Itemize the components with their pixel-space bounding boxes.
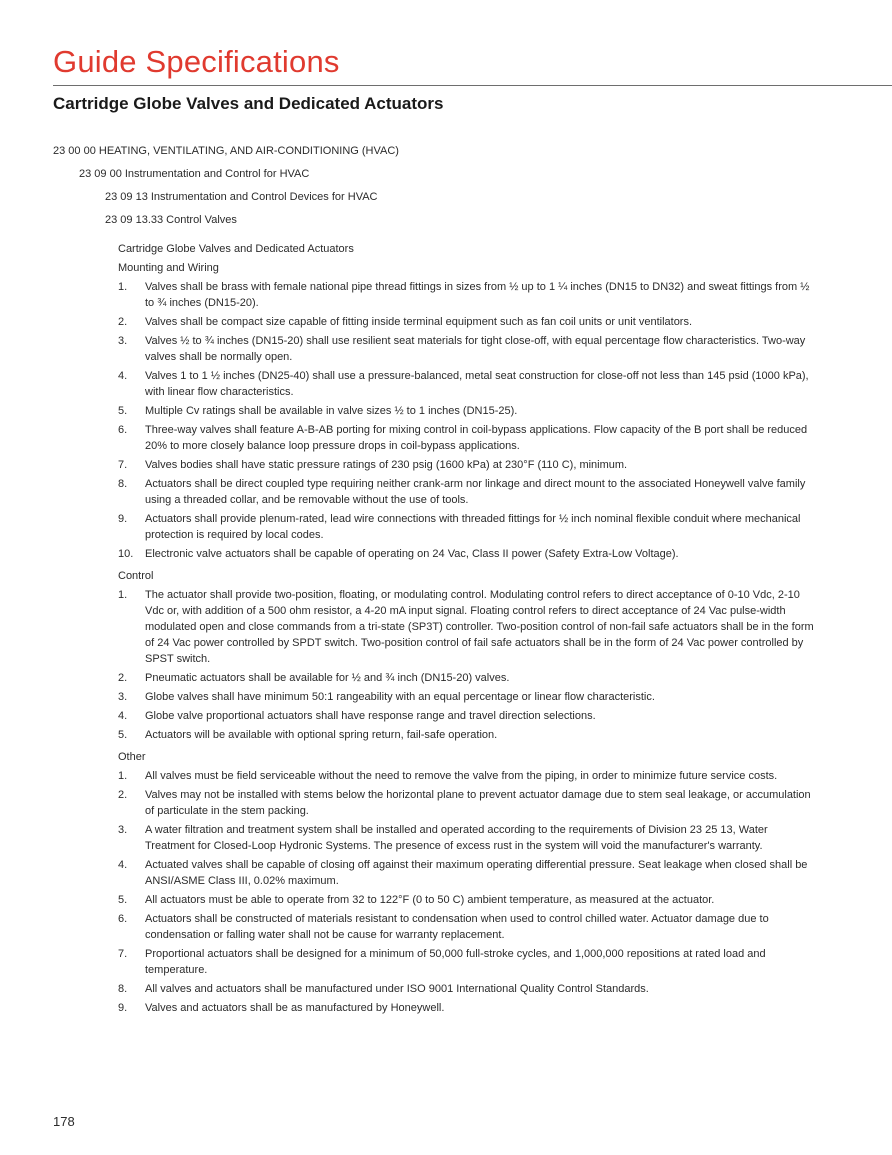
outline-level-1: 23 00 00 HEATING, VENTILATING, AND AIR-CONDITIONING (HVAC) <box>53 145 399 157</box>
outline-level-2: 23 09 00 Instrumentation and Control for HVAC <box>79 168 310 180</box>
list-item-number: 4. <box>118 370 128 382</box>
list-item-text: Valves 1 to 1 ½ inches (DN25-40) shall use a pressure-balanced, metal seat construction for close-off not less than 145 psid (1000 kPa), with linear flow characteristics. <box>145 370 809 398</box>
list-item-text: Valves bodies shall have static pressure ratings of 230 psig (1600 kPa) at 230°F (110 C), minimum. <box>145 459 628 471</box>
list-item-number: 5. <box>118 894 128 906</box>
list-item-number: 9. <box>118 1002 128 1014</box>
list-item <box>118 476 818 508</box>
list-item-number: 1. <box>118 589 128 601</box>
list-item-text: Pneumatic actuators shall be available for ½ and ¾ inch (DN15-20) valves. <box>145 672 510 684</box>
page-subtitle: Cartridge Globe Valves and Dedicated Actuators <box>53 94 444 113</box>
list-item-text: Valves shall be brass with female national pipe thread fittings in sizes from ½ up to 1 ¼ inches (DN15 to DN32) and sweat fittings from ½ to ¾ inches (DN15-20). <box>145 281 810 309</box>
list-item-text: All valves must be field serviceable without the need to remove the valve from the piping, in order to minimize future service costs. <box>145 770 778 782</box>
list-item-text: Valves may not be installed with stems below the horizontal plane to prevent actuator damage due to stem seal leakage, or accumulation of particulate in the stem packing. <box>145 789 811 817</box>
list-item <box>118 670 818 686</box>
other-heading: Other <box>118 751 146 763</box>
list-item <box>118 403 818 419</box>
list-item <box>118 892 818 908</box>
list-item <box>118 368 818 400</box>
list-item-number: 3. <box>118 335 128 347</box>
header-rule <box>53 85 892 86</box>
list-item <box>118 689 818 705</box>
list-item-number: 6. <box>118 424 128 436</box>
list-item <box>118 787 818 819</box>
list-item-text: Actuators shall provide plenum-rated, lead wire connections with threaded fittings for ½ inch nominal flexible conduit where mechanical protection is required by local codes. <box>145 513 801 541</box>
list-item-text: Valves shall be compact size capable of fitting inside terminal equipment such as fan coil units or unit ventilators. <box>145 316 693 328</box>
list-item-text: Actuators shall be constructed of materials resistant to condensation when used to control chilled water. Actuator damage due to condensation or falling water shall not be cause for warranty replacement. <box>145 913 769 941</box>
product-heading: Cartridge Globe Valves and Dedicated Actuators <box>118 243 354 255</box>
mounting-heading: Mounting and Wiring <box>118 262 219 274</box>
list-item-text: Electronic valve actuators shall be capable of operating on 24 Vac, Class II power (Safety Extra-Low Voltage). <box>145 548 679 560</box>
list-item-number: 2. <box>118 672 128 684</box>
list-item <box>118 587 818 667</box>
list-item <box>118 857 818 889</box>
list-item-number: 5. <box>118 729 128 741</box>
list-item <box>118 511 818 543</box>
list-item-text: Three-way valves shall feature A-B-AB porting for mixing control in coil-bypass applications. Flow capacity of the B port shall be reduced 20% to more closely balance loop pressure drops in coil-bypass applications. <box>145 424 808 452</box>
list-item-text: All actuators must be able to operate from 32 to 122°F (0 to 50 C) ambient temperature, as measured at the actuator. <box>145 894 715 906</box>
control-heading: Control <box>118 570 154 582</box>
list-item-number: 3. <box>118 691 128 703</box>
list-item-number: 8. <box>118 478 128 490</box>
list-item-text: All valves and actuators shall be manufactured under ISO 9001 International Quality Control Standards. <box>145 983 649 995</box>
page-number: 178 <box>53 1114 75 1129</box>
list-item-number: 10. <box>118 548 134 560</box>
control-list <box>118 587 818 743</box>
list-item-text: Proportional actuators shall be designed for a minimum of 50,000 full-stroke cycles, and 1,000,000 repositions at rated load and temperature. <box>145 948 766 976</box>
other-list <box>118 768 818 1016</box>
list-item-number: 4. <box>118 859 128 871</box>
list-item-text: The actuator shall provide two-position, floating, or modulating control. Modulating control refers to direct acceptance of 0-10 Vdc, 2-10 Vdc or, with addition of a 500 ohm resistor, a 4-20 mA input signal. Floating control refers to direct acceptance of 24 Vac pulse-width modulated open and close commands from a tri-state (SP3T) controller. Two-position control of non-fail safe actuators shall be in the form of 24 Vac power controlled by SPDT switch. Two-position control of fail safe actuators shall be in the form of 24 Vac power controlled by SPST switch. <box>145 589 814 665</box>
list-item <box>118 911 818 943</box>
list-item-number: 7. <box>118 459 128 471</box>
list-item <box>118 822 818 854</box>
outline-level-3b: 23 09 13.33 Control Valves <box>105 214 237 226</box>
list-item <box>118 981 818 997</box>
list-item <box>118 708 818 724</box>
list-item-number: 8. <box>118 983 128 995</box>
list-item <box>118 946 818 978</box>
list-item-number: 9. <box>118 513 128 525</box>
list-item-number: 1. <box>118 281 128 293</box>
list-item <box>118 314 818 330</box>
list-item-number: 2. <box>118 789 128 801</box>
list-item <box>118 333 818 365</box>
list-item-text: Actuators will be available with optional spring return, fail-safe operation. <box>145 729 498 741</box>
mounting-list <box>118 279 818 562</box>
list-item-number: 4. <box>118 710 128 722</box>
list-item-number: 2. <box>118 316 128 328</box>
list-item-number: 3. <box>118 824 128 836</box>
list-item-number: 6. <box>118 913 128 925</box>
list-item <box>118 422 818 454</box>
list-item-text: Globe valve proportional actuators shall have response range and travel direction selections. <box>145 710 596 722</box>
list-item-text: Actuators shall be direct coupled type requiring neither crank-arm nor linkage and direct mount to the associated Honeywell valve family using a threaded collar, and be removable without the use of tools. <box>145 478 806 506</box>
list-item <box>118 279 818 311</box>
list-item-number: 5. <box>118 405 128 417</box>
list-item <box>118 457 818 473</box>
list-item-text: Actuated valves shall be capable of closing off against their maximum operating differential pressure. Seat leakage when closed shall be ANSI/ASME Class III, 0.02% maximum. <box>145 859 808 887</box>
list-item <box>118 546 818 562</box>
list-item-text: Valves and actuators shall be as manufactured by Honeywell. <box>145 1002 445 1014</box>
list-item-text: Globe valves shall have minimum 50:1 rangeability with an equal percentage or linear flow characteristic. <box>145 691 655 703</box>
list-item <box>118 1000 818 1016</box>
list-item-number: 1. <box>118 770 128 782</box>
list-item <box>118 727 818 743</box>
outline-level-3a: 23 09 13 Instrumentation and Control Devices for HVAC <box>105 191 378 203</box>
spec-body <box>53 143 818 1019</box>
list-item-text: A water filtration and treatment system shall be installed and operated according to the requirements of Division 23 25 13, Water Treatment for Closed-Loop Hydronic Systems. The presence of excess rust in the system will void the manufacturer's warranty. <box>145 824 768 852</box>
list-item <box>118 768 818 784</box>
page-title: Guide Specifications <box>53 44 340 79</box>
list-item-text: Multiple Cv ratings shall be available in valve sizes ½ to 1 inches (DN15-25). <box>145 405 518 417</box>
list-item-text: Valves ½ to ¾ inches (DN15-20) shall use resilient seat materials for tight close-off, with equal percentage flow characteristics. Two-way valves shall be normally open. <box>145 335 806 363</box>
list-item-number: 7. <box>118 948 128 960</box>
